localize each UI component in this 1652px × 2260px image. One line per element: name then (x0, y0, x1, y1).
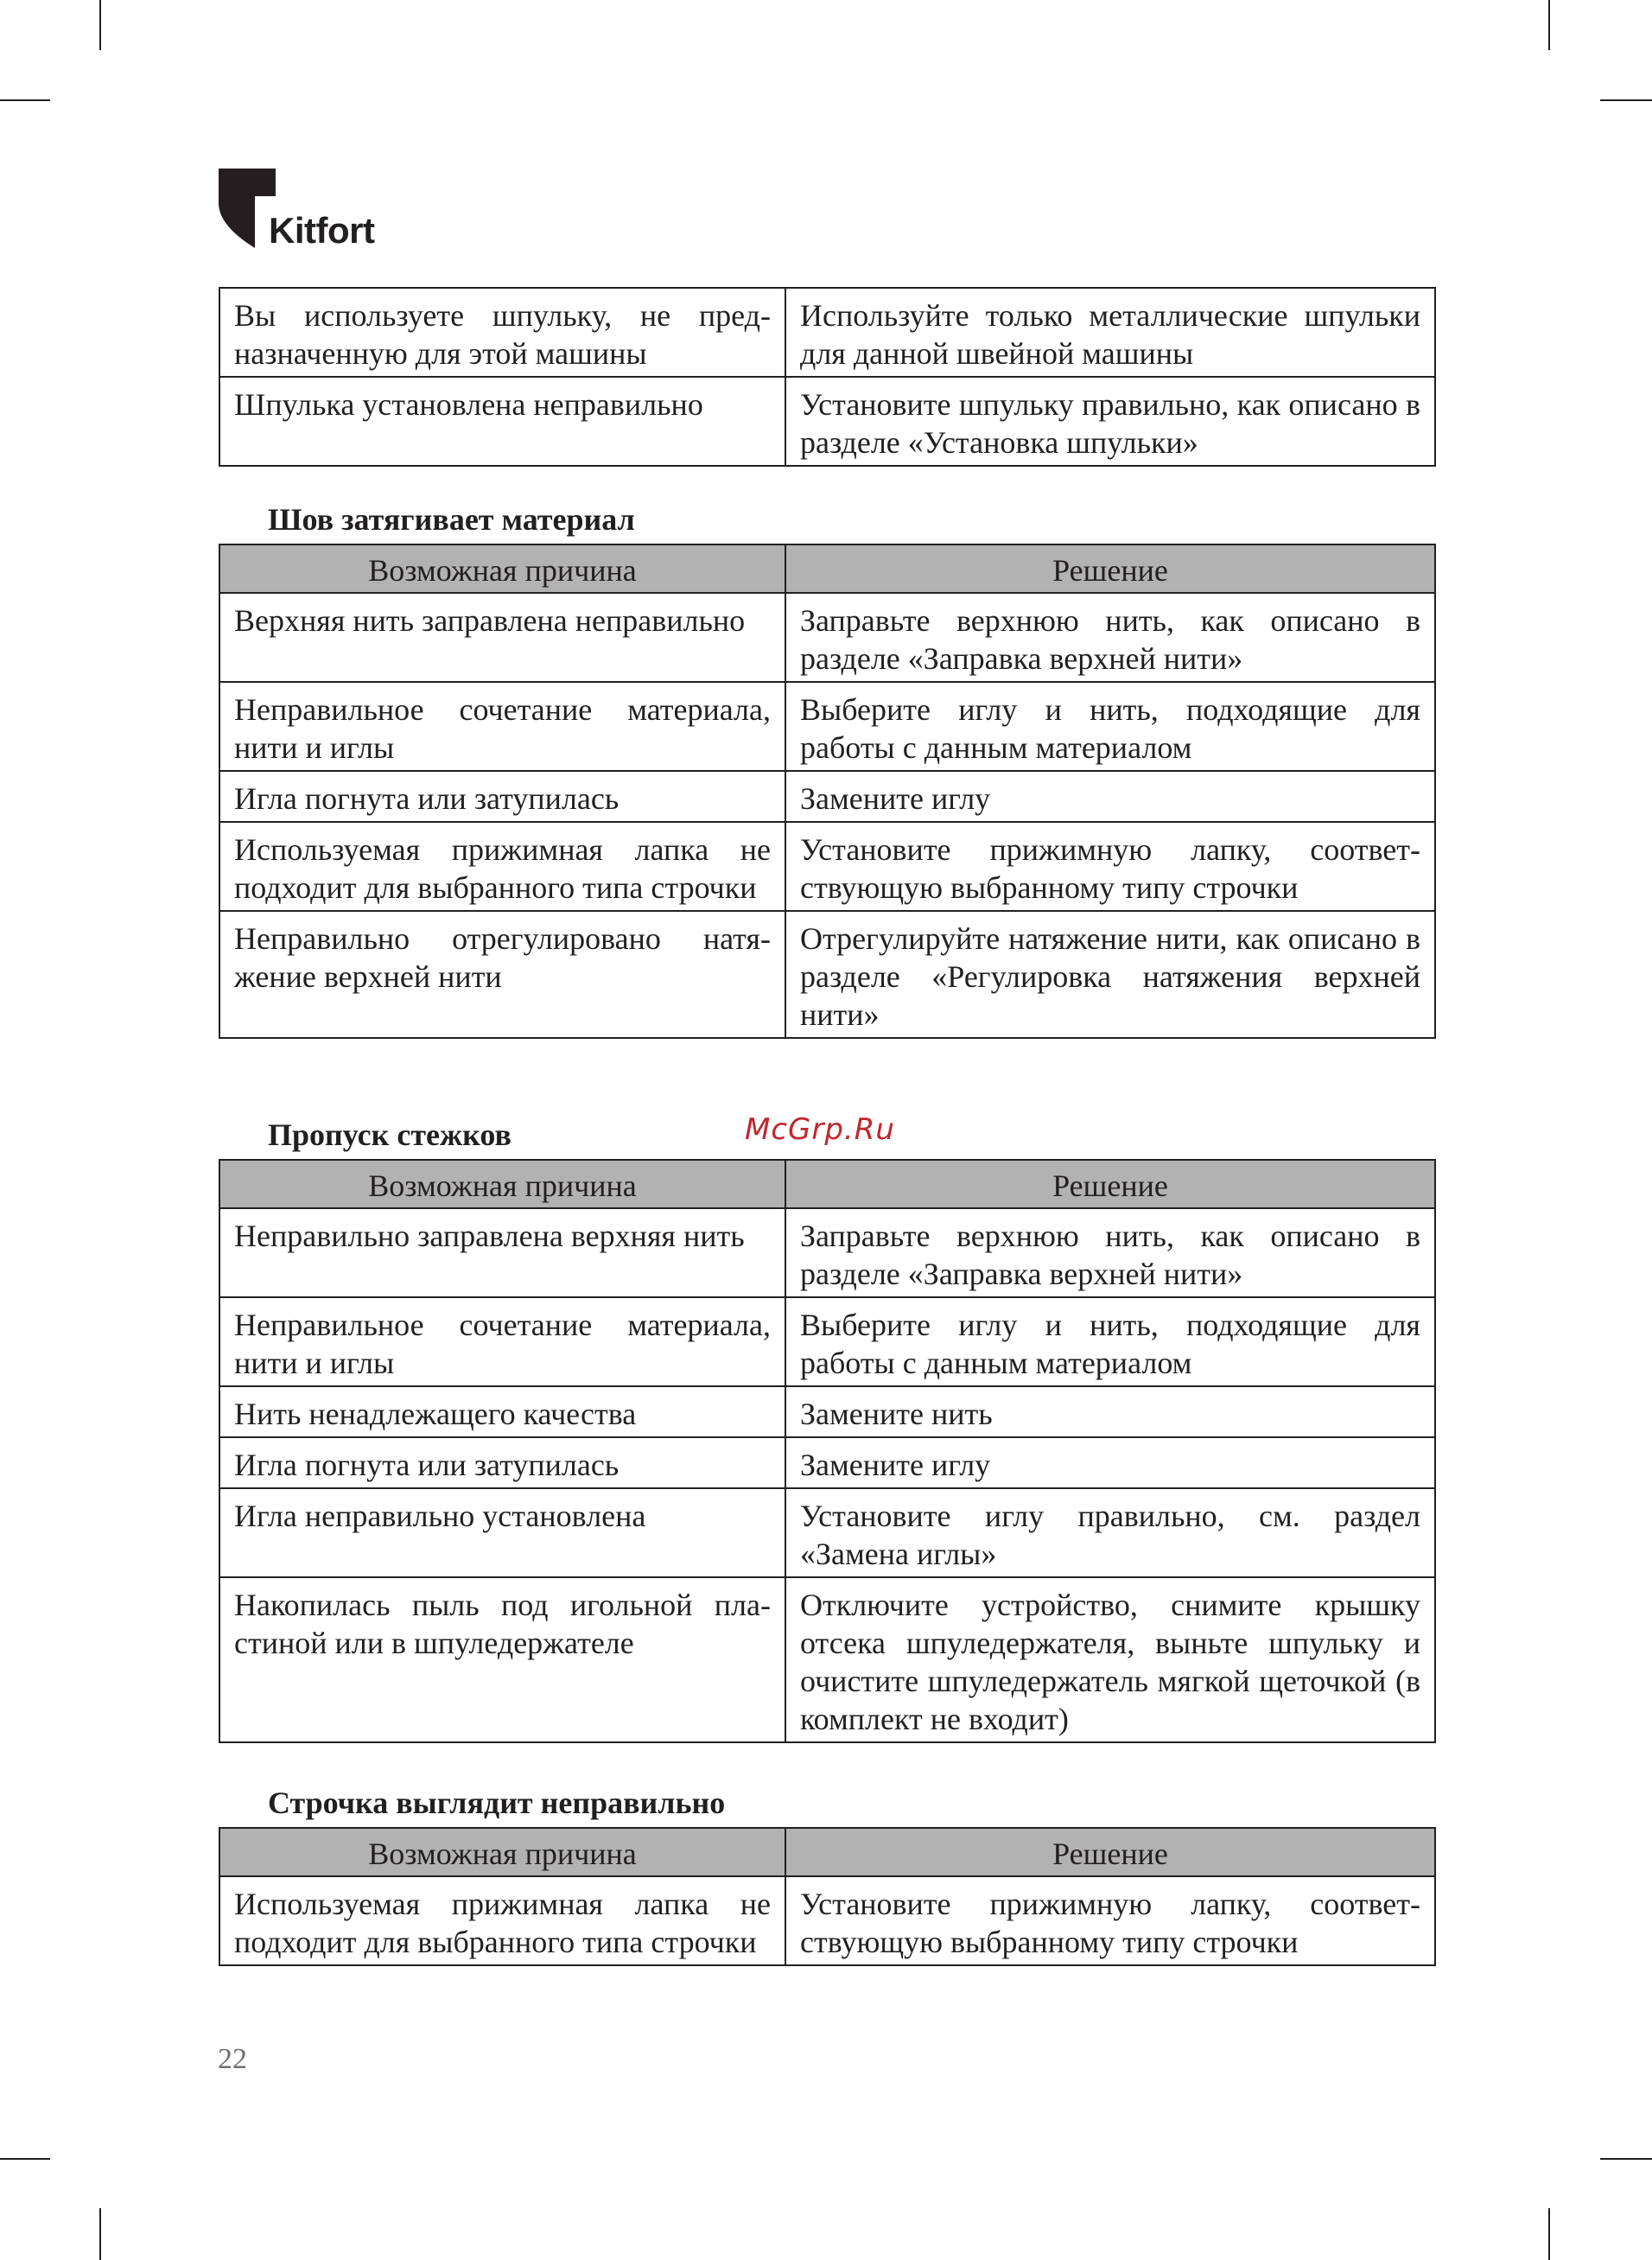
solution-cell: Выберите иглу и нить, подходящие для работы с данным материалом (785, 1297, 1435, 1386)
solution-cell: Установите иглу правильно, см. раздел «Замена иглы» (785, 1488, 1435, 1577)
table-stitch-looks-wrong (219, 1827, 1436, 1966)
table-row (219, 911, 1435, 1038)
table-row (219, 377, 1435, 466)
section-title-stitch-looks-wrong: Строчка выглядит неправильно (268, 1786, 726, 1820)
solution-cell: Заправьте верхнюю нить, как описано в разделе «Заправка верхней нити» (785, 593, 1435, 682)
crop-mark (0, 99, 50, 101)
cause-cell: Игла погнута или затупилась (219, 771, 785, 822)
table-skipped-stitches (219, 1159, 1436, 1743)
crop-mark (1548, 2208, 1550, 2260)
table-header-row (219, 1828, 1435, 1876)
brand-name: Kitfort (269, 210, 375, 251)
cause-cell: Неправильное сочетание материала, нити и иглы (219, 1297, 785, 1386)
crop-mark (1548, 0, 1550, 50)
solution-cell: Установите прижимную лапку, соответствующую выбранному типу строчки (785, 822, 1435, 911)
cause-cell: Игла неправильно установлена (219, 1488, 785, 1577)
solution-cell: Выберите иглу и нить, подходящие для работы с данным материалом (785, 682, 1435, 771)
table-seam-puckering (219, 544, 1436, 1039)
crop-mark (0, 2158, 50, 2160)
solution-cell: Установите шпульку правильно, как описано в разделе «Установка шпульки» (785, 377, 1435, 466)
header-cause: Возможная причина (219, 1828, 785, 1876)
table-row (219, 1437, 1435, 1488)
cause-cell: Неправильно заправлена верхняя нить (219, 1208, 785, 1297)
watermark: McGrp.Ru (745, 1112, 895, 1147)
header-solution: Решение (785, 1828, 1435, 1876)
crop-mark (99, 0, 101, 50)
crop-mark (99, 2208, 101, 2260)
table-row (219, 1488, 1435, 1577)
solution-cell: Отключите устройство, снимите крышку отсека шпуледержателя, выньте шпульку и очистите шпуледержатель мягкой щеточкой (в комплект не входит) (785, 1577, 1435, 1742)
table-row (219, 822, 1435, 911)
crop-mark (1600, 99, 1652, 101)
table-row (219, 771, 1435, 822)
solution-cell: Замените нить (785, 1386, 1435, 1437)
crop-mark (1600, 2158, 1652, 2160)
solution-cell: Замените иглу (785, 1437, 1435, 1488)
table-row (219, 1876, 1435, 1965)
cause-cell: Используемая прижимная лапка не подходит для выбранного типа строчки (219, 822, 785, 911)
solution-cell: Отрегулируйте натяжение нити, как описано в разделе «Регулировка натяжения верхней нити» (785, 911, 1435, 1038)
table-row (219, 288, 1435, 377)
cause-cell: Неправильно отрегулировано натяжение верхней нити (219, 911, 785, 1038)
solution-cell: Замените иглу (785, 771, 1435, 822)
table-row (219, 682, 1435, 771)
page-number: 22 (218, 2043, 247, 2075)
cause-cell: Игла погнута или затупилась (219, 1437, 785, 1488)
table-row (219, 1577, 1435, 1742)
cause-cell: Шпулька установлена неправильно (219, 377, 785, 466)
solution-cell: Заправьте верхнюю нить, как описано в разделе «Заправка верхней нити» (785, 1208, 1435, 1297)
solution-cell: Установите прижимную лапку, соответствующую выбранному типу строчки (785, 1876, 1435, 1965)
cause-cell: Верхняя нить заправлена неправильно (219, 593, 785, 682)
table-header-row (219, 1160, 1435, 1208)
table-header-row (219, 544, 1435, 593)
header-solution: Решение (785, 1160, 1435, 1208)
header-solution: Решение (785, 544, 1435, 593)
table-row (219, 1208, 1435, 1297)
cause-cell: Накопилась пыль под игольной пластиной или в шпуледержателе (219, 1577, 785, 1742)
header-cause: Возможная причина (219, 544, 785, 593)
cause-cell: Используемая прижимная лапка не подходит для выбранного типа строчки (219, 1876, 785, 1965)
solution-cell: Используйте только металлические шпульки для данной швейной машины (785, 288, 1435, 377)
cause-cell: Вы используете шпульку, не предназначенную для этой машины (219, 288, 785, 377)
section-title-skipped-stitches: Пропуск стежков (268, 1117, 511, 1152)
header-cause: Возможная причина (219, 1160, 785, 1208)
cause-cell: Нить ненадлежащего качества (219, 1386, 785, 1437)
kitfort-logo (219, 169, 391, 251)
table-row (219, 1386, 1435, 1437)
table-row (219, 1297, 1435, 1386)
top-continuation-table (219, 287, 1436, 467)
table-row (219, 593, 1435, 682)
cause-cell: Неправильное сочетание материала, нити и иглы (219, 682, 785, 771)
section-title-seam-puckering: Шов затягивает материал (268, 502, 635, 537)
